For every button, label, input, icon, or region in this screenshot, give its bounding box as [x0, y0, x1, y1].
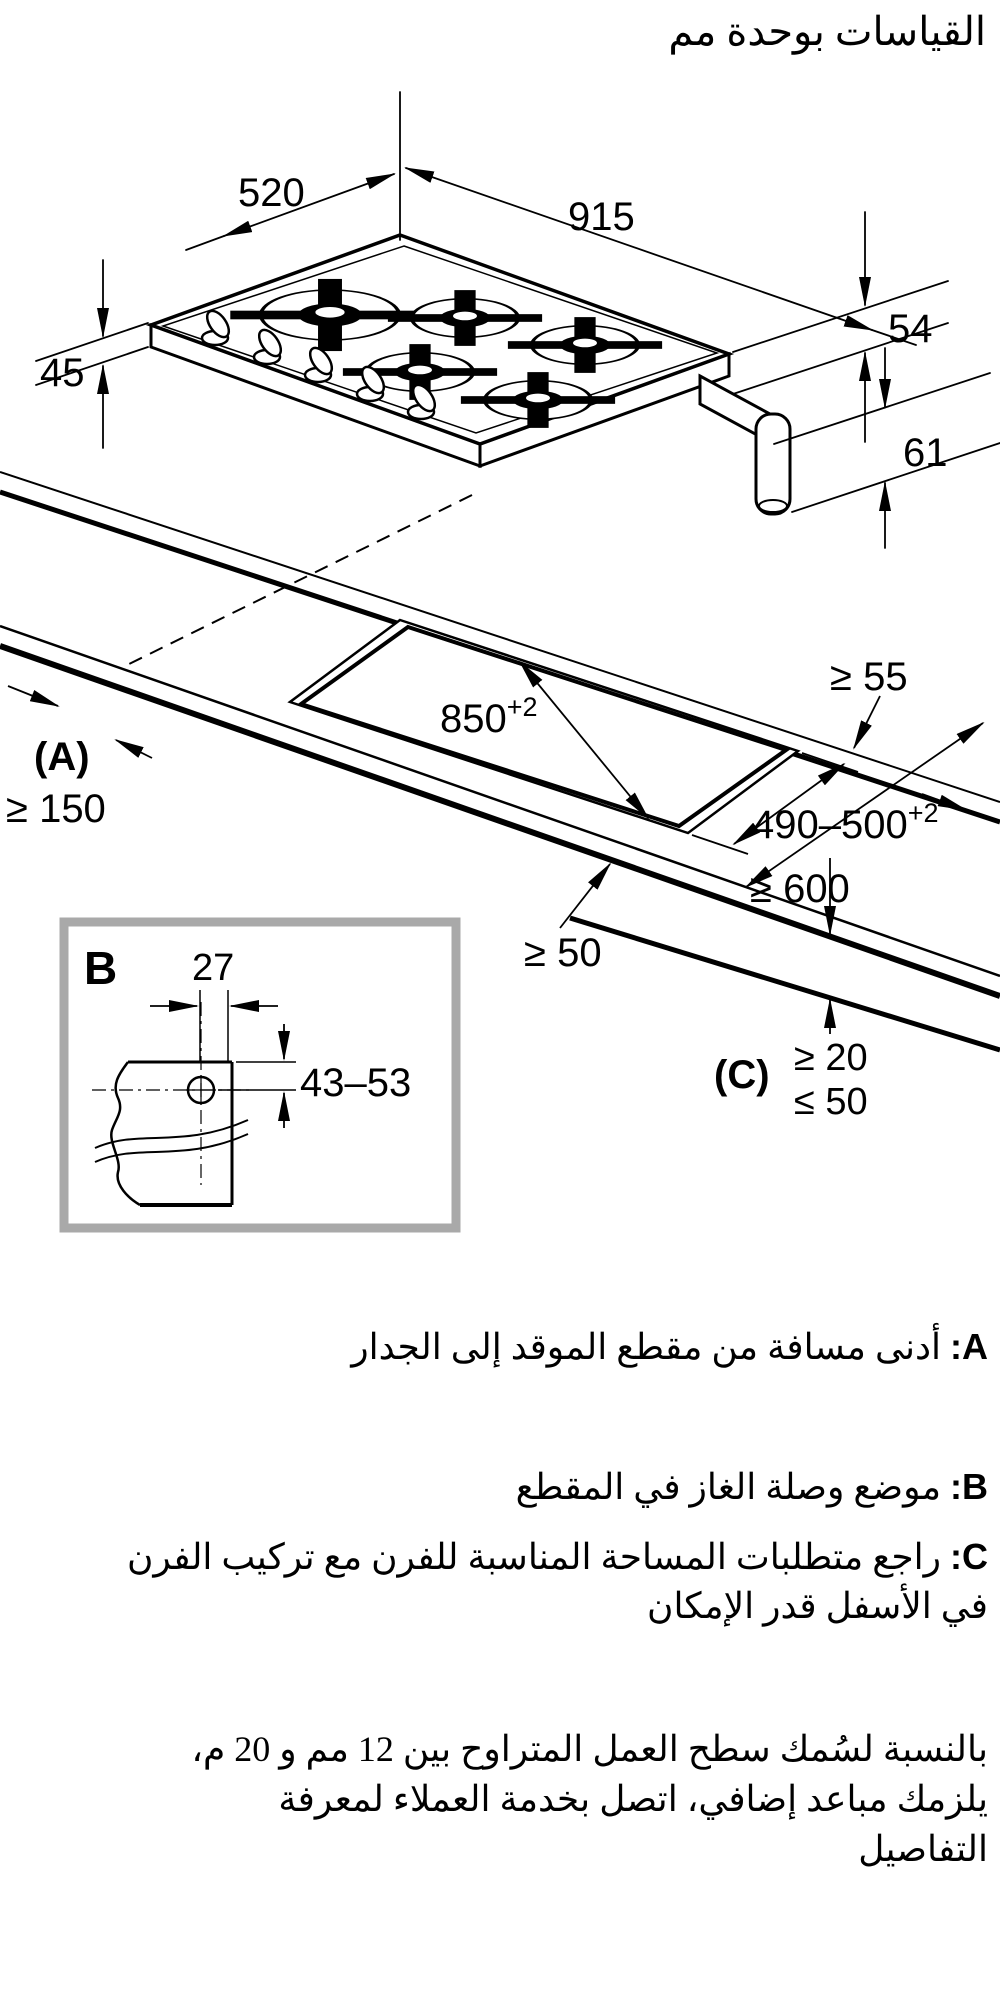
dim-ge600-label: ≥ 600 [750, 867, 850, 911]
dim-ge150-label: ≥ 150 [6, 787, 106, 831]
page-title: القياسات بوحدة مم [668, 9, 986, 54]
legend-text-c-line1: C: راجع متطلبات المساحة المناسبة للفرن مع تركيب الفرن [126, 1536, 988, 1577]
dim-61-ext-bottom [792, 443, 1000, 512]
dim-61-label: 61 [903, 431, 948, 475]
dim-520-tail [186, 236, 224, 250]
dim-ge55-label: ≥ 55 [830, 655, 908, 699]
legend-text-b: موضع وصلة الغاز في المقطع [515, 1467, 941, 1507]
worktop-thickness-note [191, 1724, 988, 1874]
dim-a-arrow-2 [116, 740, 152, 758]
note-line-3: التفاصيل [858, 1829, 988, 1869]
legend-text-a: أدنى مسافة من مقطع الموقد إلى الجدار [351, 1327, 941, 1367]
hob-top-view [36, 92, 1000, 548]
dim-490-label: $490-500^{+2}$ [752, 798, 939, 847]
dim-490-ext-2 [692, 835, 748, 854]
legend-key-b: B: [950, 1466, 988, 1507]
legend-key-c: C: [950, 1536, 988, 1577]
legend-item-c [127, 1532, 988, 1631]
dim-520-label: 520 [238, 171, 305, 215]
dim-ge55-arrow [854, 696, 880, 748]
dim-c-max-label: ≤ 50 [794, 1081, 868, 1123]
dim-ge50-arrow [560, 864, 610, 928]
dim-45-label: 45 [40, 351, 85, 395]
dim-915-label: 915 [568, 195, 635, 239]
dim-4353-label: 43–53 [300, 1061, 412, 1105]
detail-b-box [64, 922, 456, 1228]
note-line-2: يلزمك مباعد إضافي، اتصل بخدمة العملاء لمعرفة [278, 1779, 988, 1819]
lower-panel-line [570, 918, 1000, 1050]
dim-54-label: 54 [888, 307, 933, 351]
dim-27-label: 27 [192, 947, 235, 989]
legend-key-a: A: [950, 1326, 988, 1367]
dim-c-label: (C) [714, 1053, 770, 1097]
dim-c-min-label: ≥ 20 [794, 1037, 868, 1079]
dim-61-ext-top [774, 373, 990, 444]
legend-item-a [351, 1322, 988, 1372]
dim-850-label: $850^{+2}$ [440, 692, 538, 741]
legend-text-c-line2: في الأسفل قدر الإمكان [647, 1586, 988, 1626]
dim-490-ext-1 [802, 753, 858, 772]
gas-pipe-icon [700, 376, 790, 514]
note-line-1: بالنسبة لسُمك سطح العمل المتراوح بين 12 مم و 20 م، [191, 1729, 988, 1769]
detail-b-label: B [84, 942, 118, 994]
dim-a-arrow-1 [8, 686, 58, 706]
dim-a-label: (A) [34, 735, 90, 779]
legend-item-b [516, 1462, 988, 1512]
dim-ge50-label: ≥ 50 [524, 931, 602, 975]
hob-glass-outline [151, 235, 729, 444]
